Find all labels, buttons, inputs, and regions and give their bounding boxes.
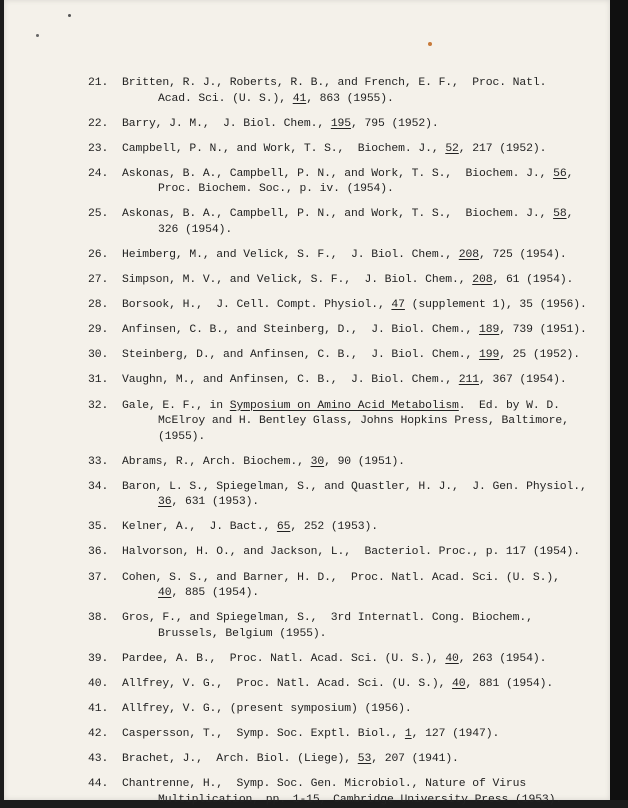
reference-list — [88, 76, 588, 808]
reference-line — [122, 223, 588, 239]
volume-number: 41 — [292, 92, 307, 105]
reference-entry — [88, 545, 588, 561]
reference-entry — [88, 455, 588, 471]
reference-entry — [88, 399, 588, 446]
reference-text — [122, 752, 588, 768]
reference-line — [122, 373, 588, 389]
reference-entry — [88, 117, 588, 133]
reference-entry — [88, 777, 588, 808]
volume-number: 58 — [553, 208, 567, 221]
reference-fragment: Gale, E. F., in — [122, 399, 230, 412]
reference-fragment: , 885 (1954). — [171, 587, 260, 599]
reference-line — [122, 207, 588, 223]
reference-text — [122, 298, 588, 314]
volume-number: 65 — [276, 521, 291, 534]
speck-mark — [68, 14, 71, 17]
reference-text — [122, 207, 588, 238]
volume-number: 40 — [158, 587, 172, 599]
reference-line — [122, 752, 588, 768]
reference-entry — [88, 167, 588, 198]
reference-fragment: Campbell, P. N., and Work, T. S., Biochem. J., — [122, 142, 446, 155]
reference-number: 23. — [88, 142, 109, 155]
reference-fragment: Multiplication, pp. 1-15, Cambridge University Press (1953). — [158, 793, 563, 806]
reference-number: 41. — [88, 702, 109, 715]
reference-fragment: Britten, R. J., Roberts, R. B., and French, E. F., Proc. Natl. — [122, 77, 547, 89]
reference-text — [122, 611, 588, 642]
reference-entry — [88, 571, 588, 602]
reference-text — [122, 677, 588, 693]
reference-entry — [88, 702, 588, 718]
reference-number: 38. — [88, 612, 109, 625]
reference-line — [122, 727, 588, 743]
reference-text — [122, 76, 588, 107]
reference-line — [122, 167, 588, 183]
reference-text — [122, 480, 588, 511]
volume-number: 30 — [310, 455, 325, 468]
reference-fragment: , 725 (1954). — [479, 248, 567, 261]
reference-line — [122, 117, 588, 133]
reference-fragment: Cohen, S. S., and Barner, H. D., Proc. Natl. Acad. Sci. (U. S.), — [122, 571, 560, 584]
reference-number: 26. — [88, 248, 109, 261]
reference-text — [122, 348, 588, 364]
reference-entry — [88, 373, 588, 389]
volume-number: 47 — [391, 299, 405, 312]
reference-line — [122, 414, 588, 430]
reference-line — [122, 480, 588, 496]
reference-text — [122, 571, 588, 602]
reference-fragment: , 795 (1952). — [351, 117, 439, 130]
reference-fragment: Kelner, A., J. Bact., — [122, 521, 277, 534]
reference-fragment: Allfrey, V. G., Proc. Natl. Acad. Sci. (U. S.), — [122, 677, 453, 690]
reference-fragment: Askonas, B. A., Campbell, P. N., and Work, T. S., Biochem. J., — [122, 208, 554, 221]
reference-fragment: , 739 (1951). — [499, 324, 587, 337]
reference-text — [122, 399, 588, 446]
reference-line — [122, 323, 588, 339]
volume-number: 211 — [458, 374, 479, 387]
reference-line — [122, 248, 588, 264]
reference-number: 43. — [88, 753, 109, 766]
reference-fragment: , — [566, 167, 574, 180]
reference-line — [122, 455, 588, 471]
reference-line — [122, 793, 588, 808]
volume-number: 195 — [330, 117, 352, 130]
reference-fragment: Heimberg, M., and Velick, S. F., J. Biol. Chem., — [122, 248, 459, 261]
reference-entry — [88, 752, 588, 768]
reference-line — [122, 298, 588, 314]
volume-number: 208 — [458, 248, 479, 261]
volume-number: 36 — [158, 496, 172, 509]
reference-line — [122, 627, 588, 643]
reference-number: 31. — [88, 374, 109, 387]
volume-number: 52 — [445, 142, 459, 155]
reference-number: 28. — [88, 299, 109, 312]
reference-line — [122, 571, 588, 587]
reference-text — [122, 117, 588, 133]
volume-number: 40 — [445, 652, 459, 665]
speck-mark — [428, 42, 432, 46]
reference-fragment: Vaughn, M., and Anfinsen, C. B., J. Biol. Chem., — [122, 374, 459, 387]
reference-fragment: Baron, L. S., Spiegelman, S., and Quastler, H. J., J. Gen. Physiol., — [122, 480, 587, 493]
reference-line — [122, 677, 588, 693]
scan-edge — [610, 0, 628, 800]
reference-fragment: Chantrenne, H., Symp. Soc. Gen. Microbiol., Nature of Virus — [122, 778, 527, 791]
reference-fragment: , 61 (1954). — [492, 274, 574, 287]
volume-number: Symposium on Amino Acid Metabolism — [229, 399, 459, 412]
reference-text — [122, 142, 588, 158]
reference-line — [122, 777, 588, 793]
reference-line — [122, 348, 588, 364]
reference-number: 39. — [88, 652, 109, 665]
reference-line — [122, 652, 588, 668]
reference-text — [122, 248, 588, 264]
reference-fragment: Askonas, B. A., Campbell, P. N., and Work, T. S., Biochem. J., — [122, 167, 554, 180]
reference-entry — [88, 76, 588, 107]
reference-number: 32. — [88, 399, 109, 412]
reference-number: 24. — [88, 167, 109, 180]
reference-text — [122, 373, 588, 389]
reference-fragment: Proc. Biochem. Soc., p. iv. (1954). — [158, 183, 394, 196]
reference-text — [122, 520, 588, 536]
reference-entry — [88, 323, 588, 339]
reference-line — [122, 273, 588, 289]
reference-number: 33. — [88, 455, 109, 468]
reference-number: 34. — [88, 480, 109, 493]
volume-number: 56 — [553, 167, 567, 180]
volume-number: 53 — [357, 753, 372, 766]
reference-entry — [88, 652, 588, 668]
reference-fragment: Anfinsen, C. B., and Steinberg, D., J. Biol. Chem., — [122, 324, 479, 337]
reference-entry — [88, 273, 588, 289]
document-page — [4, 0, 610, 806]
speck-mark — [36, 34, 39, 37]
reference-entry — [88, 727, 588, 743]
reference-entry — [88, 611, 588, 642]
reference-text — [122, 652, 588, 668]
reference-text — [122, 167, 588, 198]
reference-number: 35. — [88, 521, 109, 534]
reference-fragment: , 127 (1947). — [411, 727, 500, 740]
reference-line — [122, 586, 588, 602]
reference-number: 22. — [88, 117, 109, 130]
reference-number: 29. — [88, 324, 109, 337]
reference-fragment: , 217 (1952). — [458, 142, 547, 155]
reference-text — [122, 323, 588, 339]
reference-fragment: (1955). — [158, 430, 206, 443]
reference-entry — [88, 677, 588, 693]
reference-text — [122, 273, 588, 289]
reference-text — [122, 545, 588, 561]
reference-fragment: Pardee, A. B., Proc. Natl. Acad. Sci. (U. S.), — [122, 652, 446, 665]
reference-fragment: , — [566, 208, 574, 221]
reference-text — [122, 455, 588, 471]
reference-fragment: Brachet, J., Arch. Biol. (Liege), — [122, 753, 358, 766]
volume-number: 40 — [452, 677, 466, 690]
reference-fragment: Simpson, M. V., and Velick, S. F., J. Biol. Chem., — [122, 274, 473, 287]
volume-number: 189 — [478, 324, 500, 337]
reference-fragment: Acad. Sci. (U. S.), — [158, 92, 293, 105]
reference-number: 44. — [88, 778, 109, 791]
volume-number: 1 — [404, 727, 412, 740]
reference-fragment: Barry, J. M., J. Biol. Chem., — [122, 117, 331, 130]
reference-number: 37. — [88, 571, 109, 584]
reference-line — [122, 520, 588, 536]
reference-line — [122, 182, 588, 198]
reference-entry — [88, 248, 588, 264]
reference-fragment: . Ed. by W. D. — [458, 399, 560, 412]
reference-number: 40. — [88, 677, 109, 690]
reference-fragment: Abrams, R., Arch. Biochem., — [122, 455, 311, 468]
reference-fragment: , 881 (1954). — [465, 677, 554, 690]
reference-text — [122, 727, 588, 743]
reference-fragment: , 631 (1953). — [171, 496, 260, 509]
reference-line — [122, 399, 588, 415]
reference-number: 27. — [88, 274, 109, 287]
volume-number: 199 — [478, 349, 500, 362]
reference-fragment: , 367 (1954). — [479, 374, 567, 387]
reference-entry — [88, 298, 588, 314]
reference-fragment: Halvorson, H. O., and Jackson, L., Bacteriol. Proc., p. 117 (1954). — [122, 546, 581, 559]
reference-line — [122, 142, 588, 158]
reference-fragment: , 207 (1941). — [371, 753, 459, 766]
reference-fragment: 326 (1954). — [158, 223, 233, 236]
reference-text — [122, 777, 588, 808]
reference-fragment: , 90 (1951). — [324, 455, 405, 468]
reference-number: 42. — [88, 727, 109, 740]
reference-fragment: , 252 (1953). — [290, 521, 378, 534]
reference-line — [122, 495, 588, 511]
reference-line — [122, 76, 588, 92]
reference-number: 36. — [88, 546, 109, 559]
reference-number: 21. — [88, 77, 109, 89]
reference-entry — [88, 207, 588, 238]
reference-line — [122, 545, 588, 561]
reference-line — [122, 702, 588, 718]
reference-fragment: Steinberg, D., and Anfinsen, C. B., J. Biol. Chem., — [122, 349, 479, 362]
reference-fragment: , 863 (1955). — [306, 92, 394, 105]
reference-fragment: , 263 (1954). — [458, 652, 547, 665]
reference-line — [122, 611, 588, 627]
volume-number: 208 — [472, 274, 493, 287]
reference-fragment: Borsook, H., J. Cell. Compt. Physiol., — [122, 299, 392, 312]
reference-number: 30. — [88, 349, 109, 362]
reference-fragment: Gros, F., and Spiegelman, S., 3rd Internatl. Cong. Biochem., — [122, 612, 533, 625]
reference-entry — [88, 348, 588, 364]
reference-text — [122, 702, 588, 718]
reference-entry — [88, 480, 588, 511]
reference-fragment: McElroy and H. Bentley Glass, Johns Hopkins Press, Baltimore, — [158, 415, 569, 428]
reference-fragment: (supplement 1), 35 (1956). — [404, 299, 587, 312]
reference-fragment: , 25 (1952). — [499, 349, 581, 362]
reference-line — [122, 92, 588, 108]
reference-fragment: Caspersson, T., Symp. Soc. Exptl. Biol., — [122, 727, 405, 740]
reference-entry — [88, 520, 588, 536]
reference-entry — [88, 142, 588, 158]
reference-number: 25. — [88, 208, 109, 221]
reference-fragment: Brussels, Belgium (1955). — [158, 627, 327, 640]
reference-fragment: Allfrey, V. G., (present symposium) (1956). — [122, 702, 412, 715]
reference-line — [122, 430, 588, 446]
